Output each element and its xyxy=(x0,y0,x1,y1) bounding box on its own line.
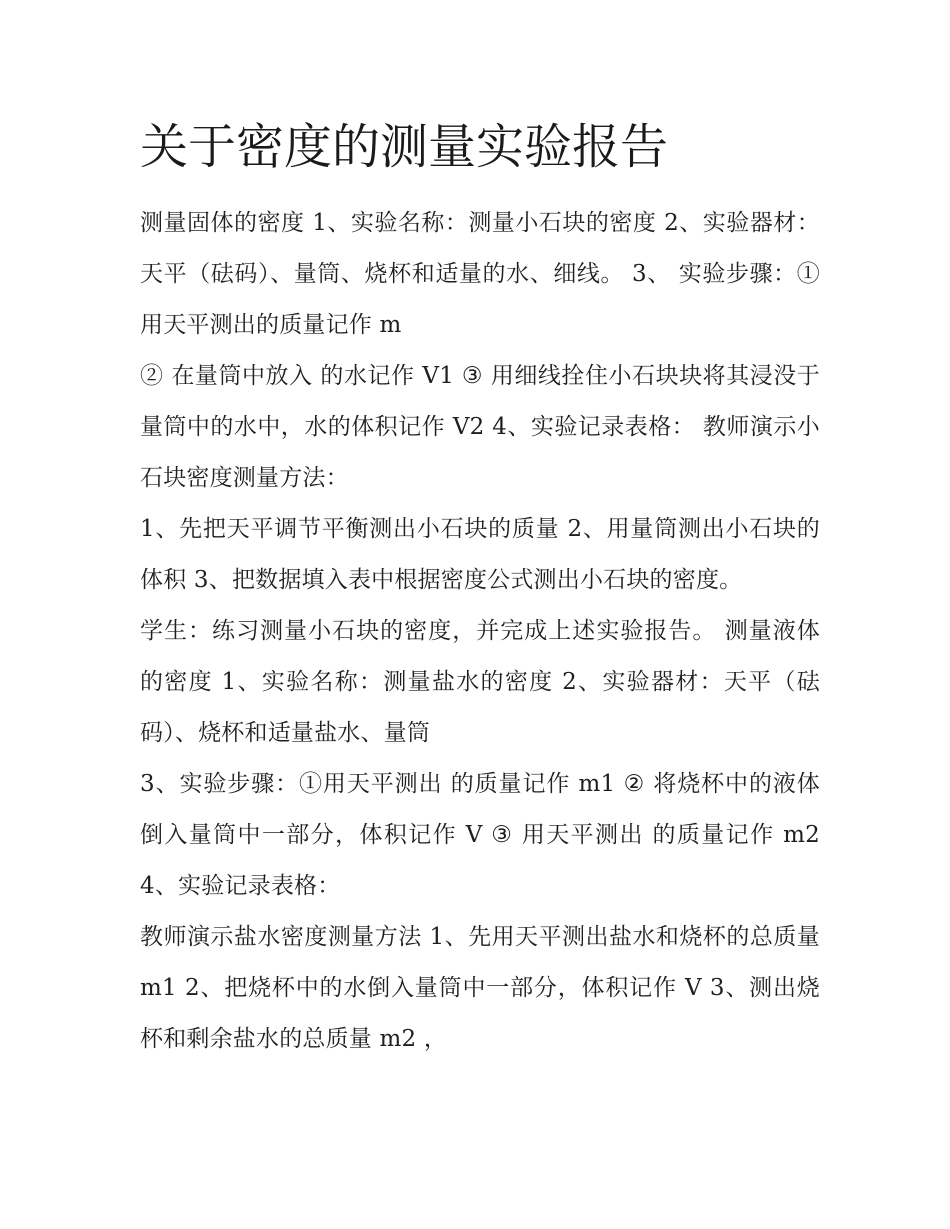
paragraph-liquid-steps: 3、实验步骤：①用天平测出 的质量记作 m1 ② 将烧杯中的液体倒入量筒中一部分，体积记作 V ③ 用天平测出 的质量记作 m2 4、实验记录表格： xyxy=(140,771,820,899)
paragraph-teacher-demo-liquid: 教师演示盐水密度测量方法 1、先用天平测出盐水和烧杯的总质量 m1 2、把烧杯中的水倒入量筒中一部分，体积记作 V 3、测出烧杯和剩余盐水的总质量 m2 ， xyxy=(140,924,820,1052)
document-body xyxy=(140,198,820,1065)
paragraph-solid-density-steps: 测量固体的密度 1、实验名称：测量小石块的密度 2、实验器材：天平（砝码）、量筒、烧杯和适量的水、细线。 3、 实验步骤：①用天平测出的质量记作 m xyxy=(140,210,820,338)
paragraph-liquid-density-intro: 学生：练习测量小石块的密度，并完成上述实验报告。 测量液体的密度 1、实验名称：测量盐水的密度 2、实验器材：天平（砝码）、烧杯和适量盐水、量筒 xyxy=(140,618,820,746)
paragraph-solid-volume-steps: ② 在量筒中放入 的水记作 V1 ③ 用细线拴住小石块块将其浸没于量筒中的水中，水的体积记作 V2 4、实验记录表格： 教师演示小石块密度测量方法： xyxy=(140,363,820,491)
paragraph-teacher-demo-solid: 1、先把天平调节平衡测出小石块的质量 2、用量筒测出小石块的体积 3、把数据填入表中根据密度公式测出小石块的密度。 xyxy=(140,516,820,593)
document-title: 关于密度的测量实验报告 xyxy=(140,119,669,175)
